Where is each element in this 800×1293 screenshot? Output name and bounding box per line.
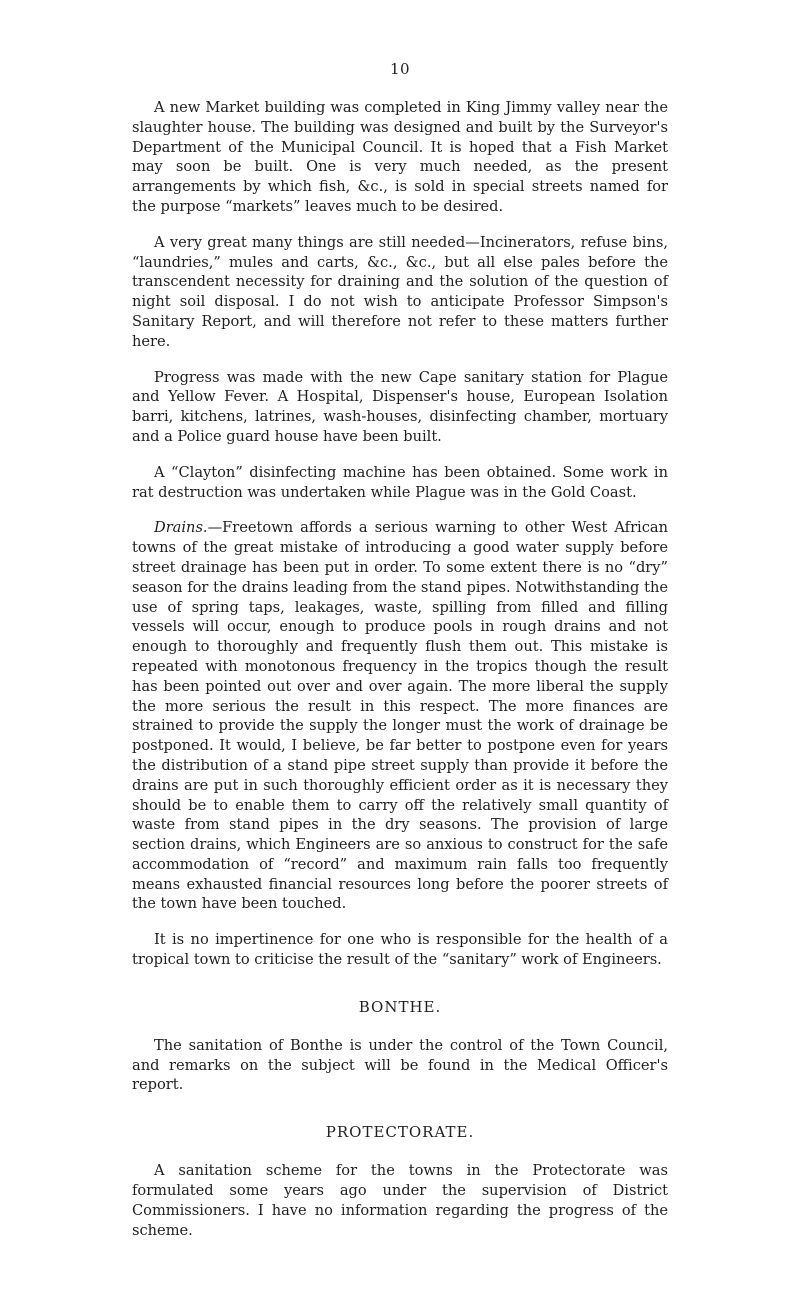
paragraph-drains <box>132 518 668 914</box>
page-number: 10 <box>389 60 411 78</box>
drains-text: —Freetown affords a serious warning to other West African towns of the great mistake of introducing a good water supply before street drainage has been put in order. To some extent there is no “dry” season for the drains leading from the stand pipes. Notwithstanding the use of spring taps, leakages, waste, spilling from filled and filling vessels will occur, enough to produce pools in rough drains and not enough to thoroughly and frequently flush them out. This mistake is repeated with monotonous frequency in the tropics though the result has been pointed out over and over again. The more liberal the supply the more serious the result in this respect. The more finances are strained to provide the supply the longer must the work of drainage be postponed. It would, I believe, be far better to postpone even for years the distribution of a stand pipe street supply than provide it before the drains are put in such thoroughly efficient order as it is necessary they should be to enable them to carry off the relatively small quantity of waste from stand pipes in the dry seasons. The provision of large section drains, which Engineers are so anxious to construct for the safe accommodation of “record” and maximum rain falls too frequently means exhausted financial resources long before the poorer streets of the town have been touched. <box>132 519 668 913</box>
paragraph-criticism: It is no impertinence for one who is responsible for the health of a tropical town to criticise the result of the “sanitary” work of Engineers. <box>132 931 668 969</box>
heading-protectorate: PROTECTORATE. <box>325 1123 475 1142</box>
paragraph-needs: A very great many things are still needed—Incinerators, refuse bins, “laundries,” mules and carts, &c., &c., but all else pales before the transcendent necessity for draining and the solution of the question of night soil disposal. I do not wish to anticipate Professor Simpson's Sanitary Report, and will therefore not refer to these matters further here. <box>132 233 668 350</box>
paragraph-market: A new Market building was completed in King Jimmy valley near the slaughter house. The building was designed and built by the Surveyor's Department of the Municipal Council. It is hoped that a Fish Market may soon be built. One is very much needed, as the present arrangements by which fish, &c., is sold in special streets named for the purpose “markets” leaves much to be desired. <box>132 99 668 215</box>
paragraph-protectorate: A sanitation scheme for the towns in the Protectorate was formulated some years ago under the supervision of District Commissioners. I have no information regarding the progress of the scheme. <box>132 1162 668 1239</box>
paragraph-bonthe: The sanitation of Bonthe is under the control of the Town Council, and remarks on the subject will be found in the Medical Officer's report. <box>132 1036 668 1094</box>
paragraph-clayton: A “Clayton” disinfecting machine has been obtained. Some work in rat destruction was undertaken while Plague was in the Gold Coast. <box>132 463 668 501</box>
document-page <box>132 60 668 1256</box>
heading-bonthe: BONTHE. <box>358 997 442 1016</box>
paragraph-cape-station: Progress was made with the new Cape sanitary station for Plague and Yellow Fever. A Hospital, Dispenser's house, European Isolation barri, kitchens, latrines, wash-houses, disinfecting chamber, mortuary and a Police guard house have been built. <box>132 368 668 445</box>
drains-lead: Drains. <box>154 519 208 537</box>
